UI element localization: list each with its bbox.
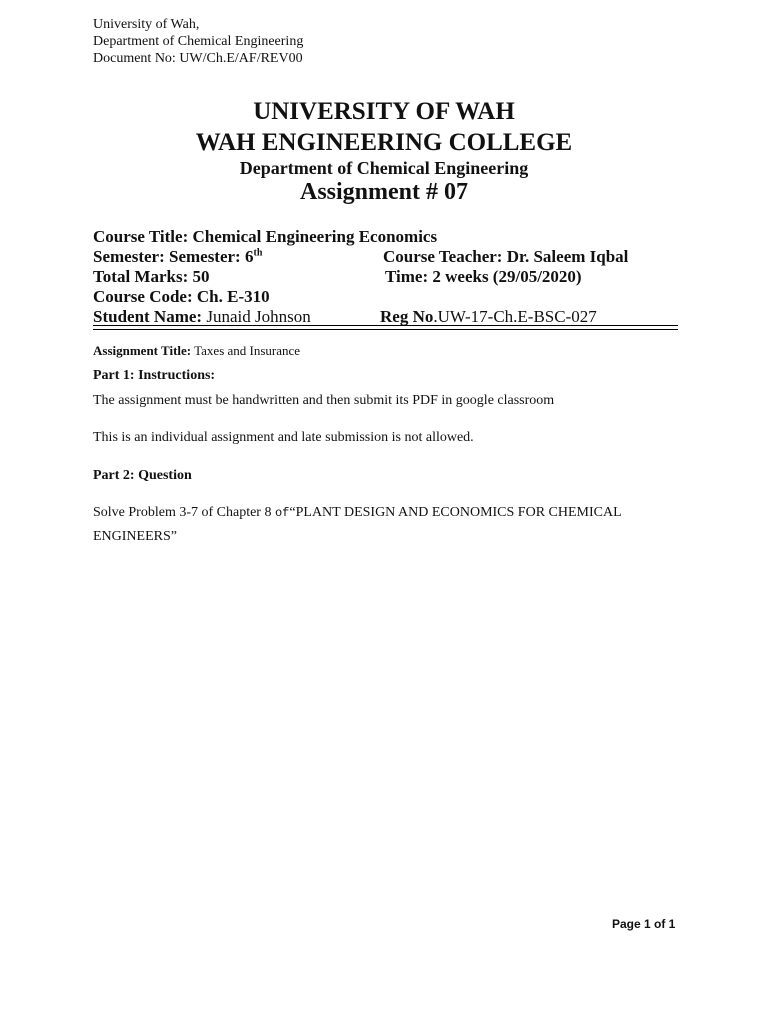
student-name-value: Junaid Johnson [202,307,311,326]
part2-heading: Part 2: Question [93,468,192,483]
assignment-title [93,343,300,359]
assignment-number-title: Assignment # 07 [299,179,468,205]
part1-heading: Part 1: Instructions: [93,368,216,383]
reg-no-label: Reg No [380,307,434,326]
student-name-label: Student Name: [93,307,203,326]
course-teacher: Course Teacher: Dr. Saleem Iqbal [383,247,629,266]
divider-rule-top [93,325,678,326]
college-title: WAH ENGINEERING COLLEGE [195,129,573,156]
assignment-title-label: Assignment Title: [93,343,192,358]
total-marks: Total Marks: 50 [93,267,210,286]
header-department: Department of Chemical Engineering [93,34,304,49]
semester-superscript: th [253,247,263,259]
part1-instruction-2: This is an individual assignment and late submission is not allowed. [93,430,474,445]
time-allowed: Time: 2 weeks (29/05/2020) [385,267,582,286]
assignment-title-value: Taxes and Insurance [191,343,301,358]
question-line-1 [93,505,622,521]
registration-number [380,307,597,327]
header-document-number: Document No: UW/Ch.E/AF/REV00 [93,51,303,66]
department-title: Department of Chemical Engineering [239,158,529,178]
header-university: University of Wah, [93,17,200,32]
question-book-title: “PLANT DESIGN AND ECONOMICS FOR CHEMICAL [289,505,622,520]
divider-rule-bottom [93,329,678,330]
page-number: Page 1 of 1 [612,917,676,931]
university-title: UNIVERSITY OF WAH [253,98,515,125]
question-line-2: ENGINEERS” [93,529,177,544]
question-text-start: Solve Problem 3-7 of Chapter 8 [93,505,275,520]
course-title: Course Title: Chemical Engineering Economics [93,227,438,246]
course-code: Course Code: Ch. E-310 [93,287,270,306]
student-name [93,307,311,327]
semester [93,247,262,267]
question-of: of [274,506,290,520]
part1-instruction-1: The assignment must be handwritten and then submit its PDF in google classroom [93,393,555,408]
semester-text: Semester: Semester: 6 [93,247,254,266]
reg-no-value: .UW-17-Ch.E-BSC-027 [433,307,597,326]
